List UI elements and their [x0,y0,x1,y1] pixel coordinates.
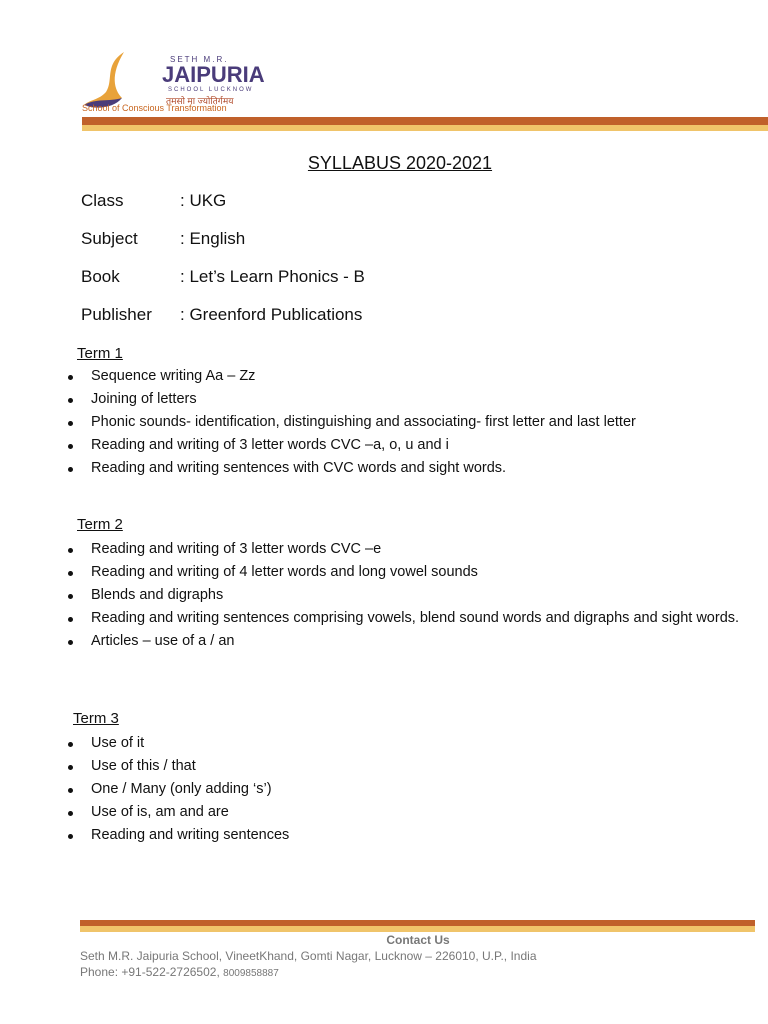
list-item: Joining of letters [68,388,748,411]
info-value: : Greenford Publications [180,305,363,324]
footer-mobile: 8009858887 [223,968,279,979]
footer-address: Seth M.R. Jaipuria School, VineetKhand, Gomti Nagar, Lucknow – 226010, U.P., India [80,949,537,963]
info-value: : English [180,229,246,248]
logo-motto: तमसो मा ज्योतिर्गमय [166,96,234,106]
list-item: Use of is, am and are [68,801,748,824]
list-item: Reading and writing of 3 letter words CVC –e [68,538,748,561]
logo-school: SCHOOL LUCKNOW [168,87,254,93]
logo-tagline: School of Conscious Transformation [82,103,227,113]
list-item: Reading and writing sentences [68,824,748,847]
contact-heading: Contact Us [386,933,450,947]
list-item: Reading and writing of 4 letter words and long vowel sounds [68,561,748,584]
term-1-list [68,365,748,480]
info-label: Class [81,191,124,210]
page-title: SYLLABUS 2020-2021 [307,153,493,173]
term-2-heading: Term 2 [77,516,123,533]
term-1-heading: Term 1 [77,345,123,362]
flame-logo-icon [84,50,134,110]
footer-address-block [80,948,537,982]
list-item: Use of this / that [68,755,748,778]
info-label: Publisher [81,305,152,324]
list-item: Articles – use of a / an [68,630,748,653]
logo-seth: SETH M.R. [170,55,229,64]
info-label: Subject [81,229,138,248]
footer-phone: Phone: +91-522-2726502, [80,965,220,979]
list-item: Blends and digraphs [68,584,748,607]
footer-phone-line [80,964,537,982]
term-3-heading: Term 3 [73,710,119,727]
info-label: Book [81,267,120,286]
list-item: Use of it [68,732,748,755]
footer-divider [80,920,755,932]
logo-jaipuria: JAIPURIA [162,62,265,87]
list-item: Reading and writing sentences with CVC words and sight words. [68,457,748,480]
term-3-list [68,732,748,847]
list-item: Sequence writing Aa – Zz [68,365,748,388]
info-value: : UKG [180,191,227,210]
header-divider [82,117,768,131]
list-item: One / Many (only adding ‘s’) [68,778,748,801]
info-value: : Let’s Learn Phonics - B [180,267,365,286]
list-item: Reading and writing sentences comprising vowels, blend sound words and digraphs and sight words. [68,607,748,630]
list-item: Reading and writing of 3 letter words CVC –a, o, u and i [68,434,748,457]
term-2-list [68,538,748,653]
list-item: Phonic sounds- identification, distinguishing and associating- first letter and last letter [68,411,748,434]
